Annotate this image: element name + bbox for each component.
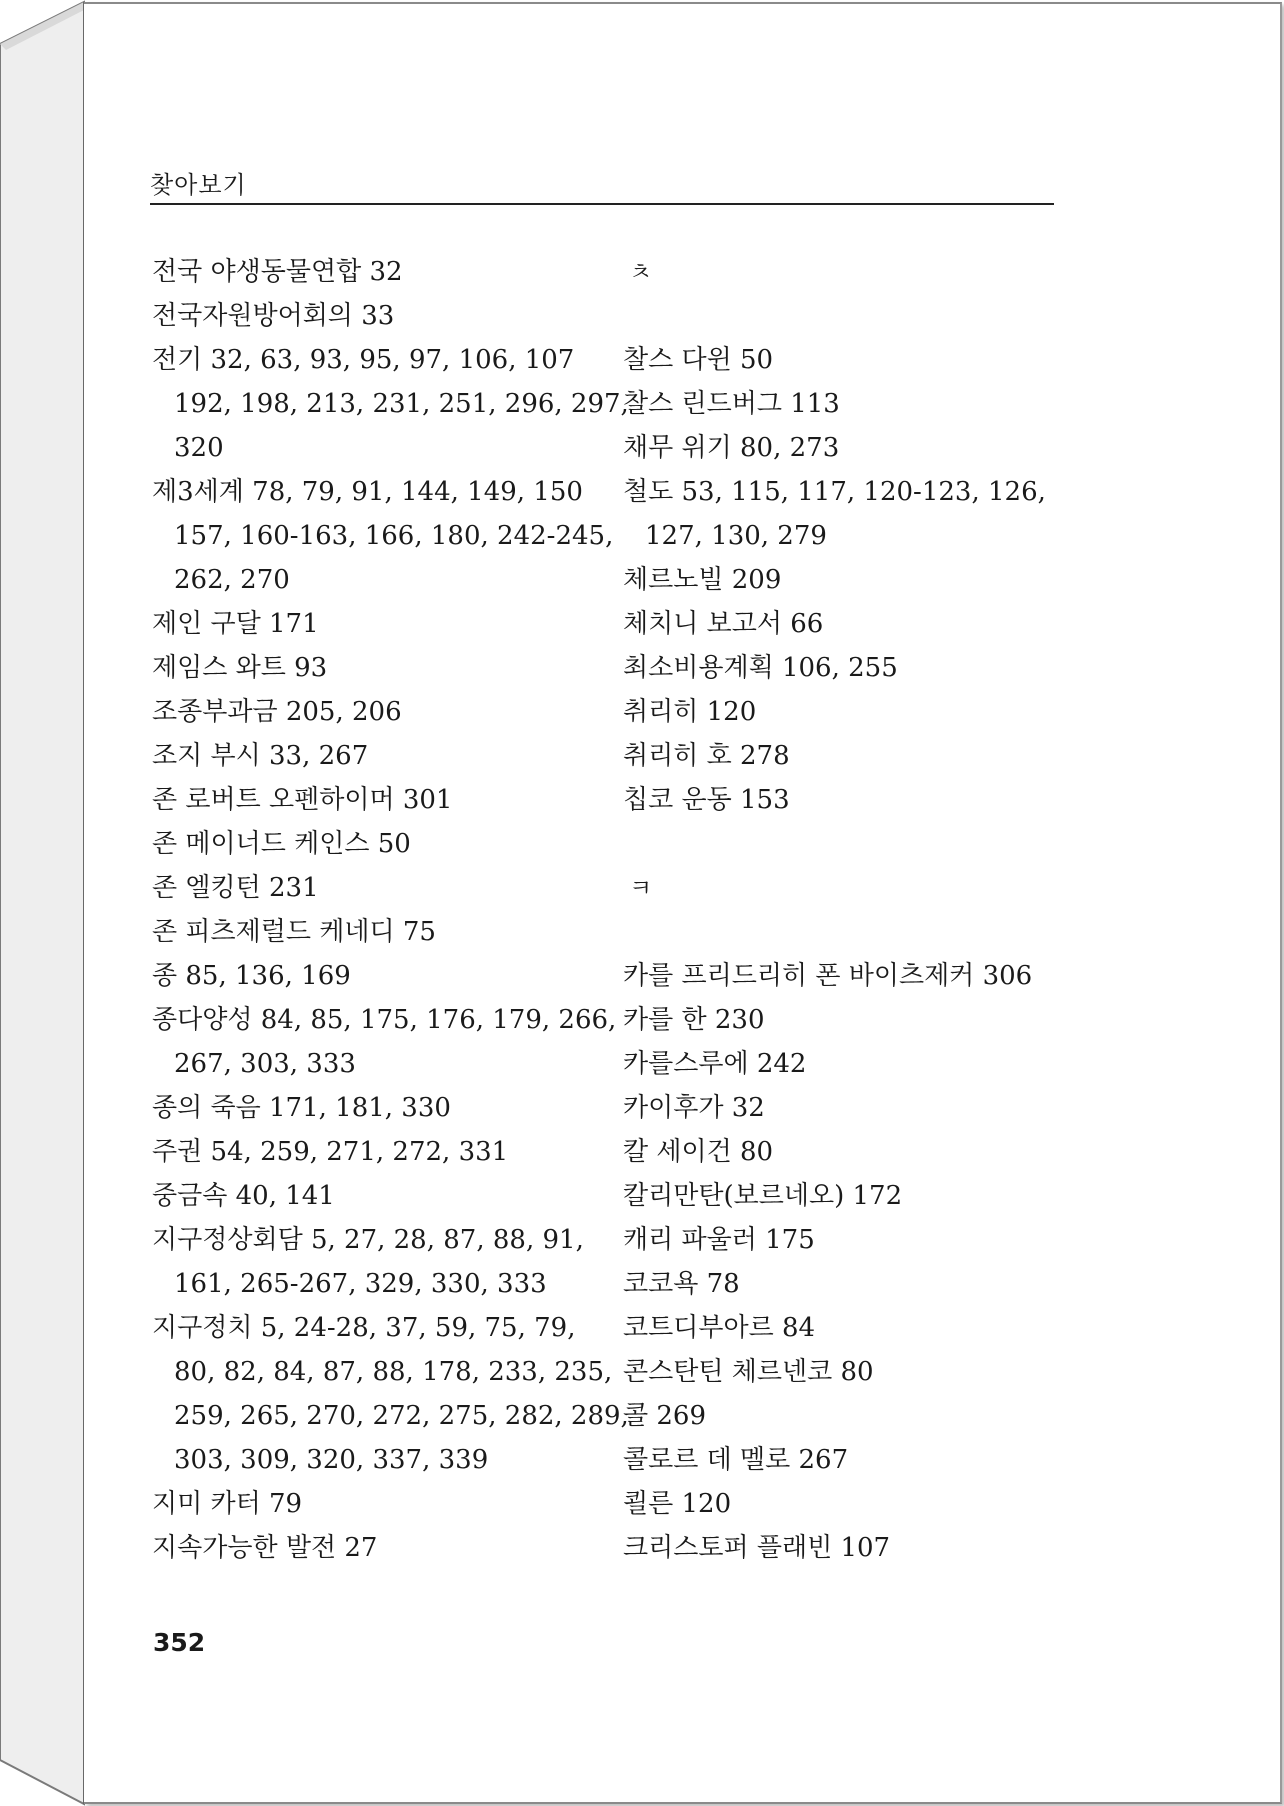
index-entry: 최소비용계획 106, 255 [623,653,898,683]
index-entry: 종다양성 84, 85, 175, 176, 179, 266, [152,1005,617,1035]
index-entry-continuation: 192, 198, 213, 231, 251, 296, 297, [174,389,629,419]
index-entry: 쾰른 120 [623,1489,732,1519]
index-entry: 존 로버트 오펜하이머 301 [152,785,453,815]
page-number: 352 [153,1628,206,1657]
index-entry: 전국 야생동물연합 32 [152,257,403,287]
index-entry: 존 엘킹턴 231 [152,873,319,903]
index-entry: 지속가능한 발전 27 [152,1533,378,1563]
index-entry: 제3세계 78, 79, 91, 144, 149, 150 [152,477,583,507]
index-entry: 취리히 호 278 [623,741,790,771]
index-column-right [623,250,1063,1570]
index-entry: 존 메이너드 케인스 50 [152,829,411,859]
index-spacer [623,294,1063,338]
index-entry: 제인 구달 171 [152,609,319,639]
index-entry: 칼 세이건 80 [623,1137,774,1167]
index-entry: 전기 32, 63, 93, 95, 97, 106, 107 [152,345,575,375]
index-entry: 중금속 40, 141 [152,1181,335,1211]
index-entry: 종 85, 136, 169 [152,961,351,991]
index-entry: 철도 53, 115, 117, 120-123, 126, [623,477,1046,507]
index-entry-continuation: 303, 309, 320, 337, 339 [174,1445,489,1475]
index-entry: 카를 프리드리히 폰 바이츠제커 306 [623,961,1033,991]
index-entry-continuation: 127, 130, 279 [645,521,827,551]
index-entry: 찰스 다윈 50 [623,345,774,375]
index-entry: 전국자원방어회의 33 [152,301,395,331]
index-entry: 카를 한 230 [623,1005,765,1035]
index-entry: 존 피츠제럴드 케네디 75 [152,917,436,947]
index-entry: 종의 죽음 171, 181, 330 [152,1093,451,1123]
index-spacer [623,910,1063,954]
index-spacer [623,822,1063,866]
index-entry: 체치니 보고서 66 [623,609,824,639]
index-entry: 지구정상회담 5, 27, 28, 87, 88, 91, [152,1225,584,1255]
index-entry-continuation: 262, 270 [174,565,290,595]
running-head-title: 찾아보기 [150,171,247,199]
index-entry: 칼리만탄(보르네오) 172 [623,1181,903,1211]
index-entry: 크리스토퍼 플래빈 107 [623,1533,891,1563]
index-entry-continuation: 161, 265-267, 329, 330, 333 [174,1269,547,1299]
index-entry: 지구정치 5, 24-28, 37, 59, 75, 79, [152,1313,576,1343]
index-entry-continuation: 267, 303, 333 [174,1049,356,1079]
index-entry: 체르노빌 209 [623,565,782,595]
index-entry-continuation: 259, 265, 270, 272, 275, 282, 289, [174,1401,629,1431]
index-section-letter: ㅋ [629,874,653,902]
index-section-letter: ㅊ [629,258,653,286]
index-entry-continuation: 157, 160-163, 166, 180, 242-245, [174,521,614,551]
index-entry: 카이후가 32 [623,1093,765,1123]
index-entry: 콜 269 [623,1401,707,1431]
index-entry: 지미 카터 79 [152,1489,303,1519]
index-entry: 콘스탄틴 체르넨코 80 [623,1357,874,1387]
index-entry: 취리히 120 [623,697,757,727]
index-entry: 콜로르 데 멜로 267 [623,1445,849,1475]
index-entry: 코트디부아르 84 [623,1313,816,1343]
index-entry: 조지 부시 33, 267 [152,741,369,771]
index-entry: 캐리 파울러 175 [623,1225,815,1255]
index-entry: 제임스 와트 93 [152,653,328,683]
index-entry: 카를스루에 242 [623,1049,807,1079]
index-entry: 코코욕 78 [623,1269,740,1299]
header-rule [150,203,1054,205]
index-entry: 채무 위기 80, 273 [623,433,840,463]
index-entry: 주권 54, 259, 271, 272, 331 [152,1137,509,1167]
index-entry: 칩코 운동 153 [623,785,790,815]
index-entry: 조종부과금 205, 206 [152,697,402,727]
index-entry: 찰스 린드버그 113 [623,389,840,419]
index-entry-continuation: 80, 82, 84, 87, 88, 178, 233, 235, [174,1357,613,1387]
index-column-left [152,250,629,1570]
index-entry-continuation: 320 [174,433,224,463]
